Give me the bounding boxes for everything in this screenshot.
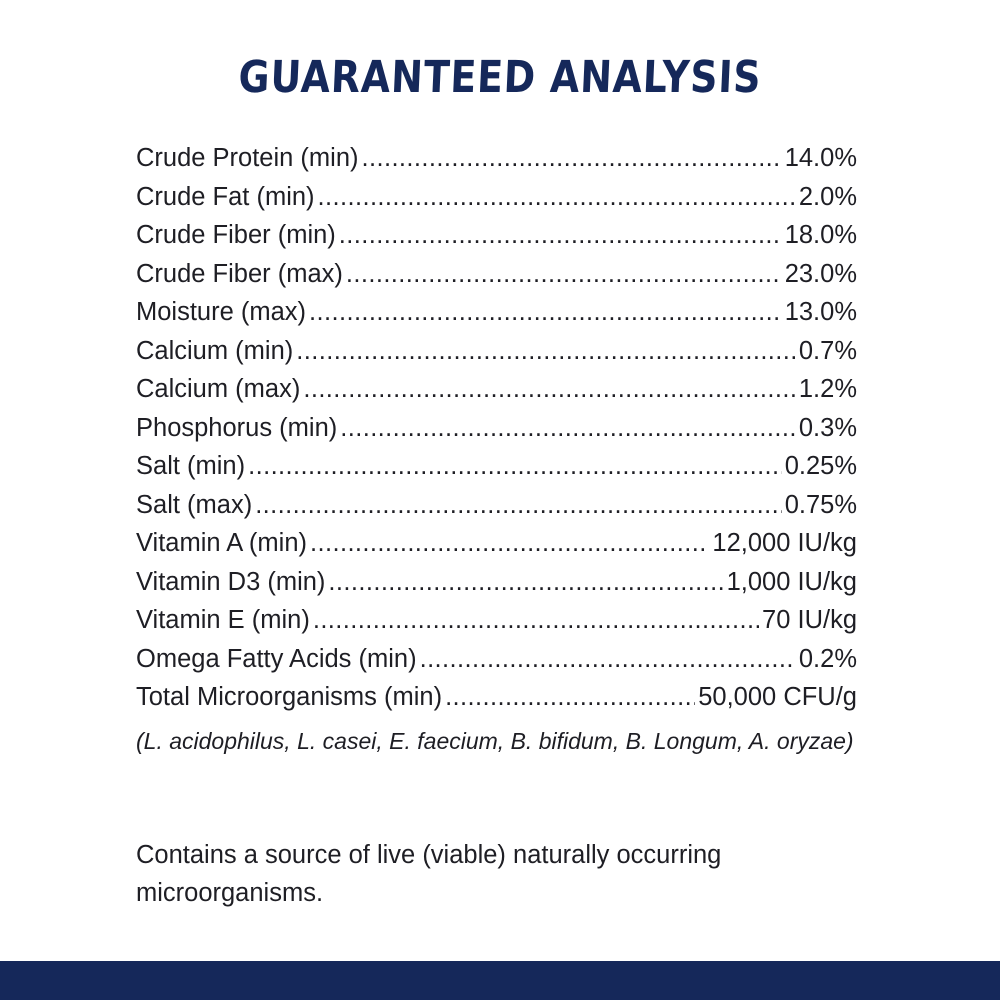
dot-leader xyxy=(248,447,782,486)
nutrient-label: Salt (min) xyxy=(136,452,246,480)
analysis-row xyxy=(136,178,857,217)
nutrient-label: Crude Fiber (max) xyxy=(136,259,343,288)
nutrient-label: Omega Fatty Acids (min) xyxy=(136,644,417,673)
dot-leader xyxy=(445,678,695,717)
nutrient-value: 14.0% xyxy=(784,144,857,172)
analysis-row xyxy=(136,640,857,679)
footer-band xyxy=(0,961,1000,1000)
nutrient-label: Calcium (min) xyxy=(136,336,294,365)
analysis-row xyxy=(136,332,857,371)
nutrient-value: 0.2% xyxy=(798,644,857,673)
nutrient-value: 0.25% xyxy=(784,452,857,480)
analysis-row xyxy=(136,255,857,294)
nutrient-value: 1.2% xyxy=(798,375,857,403)
dot-leader xyxy=(328,563,723,602)
nutrient-label: Vitamin E (min) xyxy=(136,606,310,634)
analysis-row xyxy=(136,486,857,525)
nutrient-value: 0.7% xyxy=(798,336,857,365)
analysis-row xyxy=(136,447,857,486)
nutrient-label: Crude Fiber (min) xyxy=(136,221,336,249)
dot-leader xyxy=(313,601,759,640)
page-title: GUARANTEED ANALYSIS xyxy=(237,52,763,103)
analysis-row xyxy=(136,293,857,332)
dot-leader xyxy=(362,139,782,178)
analysis-row xyxy=(136,216,857,255)
nutrient-label: Vitamin D3 (min) xyxy=(136,567,326,596)
nutrient-value: 13.0% xyxy=(784,298,857,326)
nutrient-value: 18.0% xyxy=(784,221,857,249)
dot-leader xyxy=(310,524,709,563)
dot-leader xyxy=(420,640,796,679)
nutrient-label: Phosphorus (min) xyxy=(136,413,338,442)
nutrient-value: 0.75% xyxy=(784,490,857,519)
dot-leader xyxy=(303,370,796,409)
nutrient-value: 70 IU/kg xyxy=(762,606,857,634)
analysis-row xyxy=(136,563,857,602)
dot-leader xyxy=(339,216,782,255)
dot-leader xyxy=(309,293,782,332)
analysis-row xyxy=(136,678,857,717)
nutrient-label: Total Microorganisms (min) xyxy=(136,683,443,711)
nutrient-label: Vitamin A (min) xyxy=(136,529,308,557)
nutrient-value: 12,000 IU/kg xyxy=(712,529,857,557)
dot-leader xyxy=(318,178,796,217)
analysis-row xyxy=(136,524,857,563)
nutrient-label: Calcium (max) xyxy=(136,375,301,403)
nutrient-value: 1,000 IU/kg xyxy=(726,567,857,596)
microorganism-strains: (L. acidophilus, L. casei, E. faecium, B. bifidum, B. Longum, A. oryzae) xyxy=(136,728,854,754)
analysis-row xyxy=(136,409,857,448)
analysis-table xyxy=(136,139,857,717)
nutrient-label: Moisture (max) xyxy=(136,298,307,326)
nutrient-value: 50,000 CFU/g xyxy=(698,683,857,711)
live-culture-note: Contains a source of live (viable) naturally occurring microorganisms. xyxy=(136,841,722,907)
analysis-row xyxy=(136,370,857,409)
nutrient-value: 23.0% xyxy=(784,259,857,288)
analysis-row xyxy=(136,139,857,178)
nutrient-label: Crude Fat (min) xyxy=(136,182,315,211)
nutrient-label: Crude Protein (min) xyxy=(136,144,359,172)
nutrient-label: Salt (max) xyxy=(136,490,253,519)
dot-leader xyxy=(346,255,782,294)
dot-leader xyxy=(340,409,796,448)
analysis-row xyxy=(136,601,857,640)
nutrient-value: 0.3% xyxy=(798,413,857,442)
nutrient-value: 2.0% xyxy=(798,182,857,211)
dot-leader xyxy=(296,332,796,371)
dot-leader xyxy=(255,486,782,525)
